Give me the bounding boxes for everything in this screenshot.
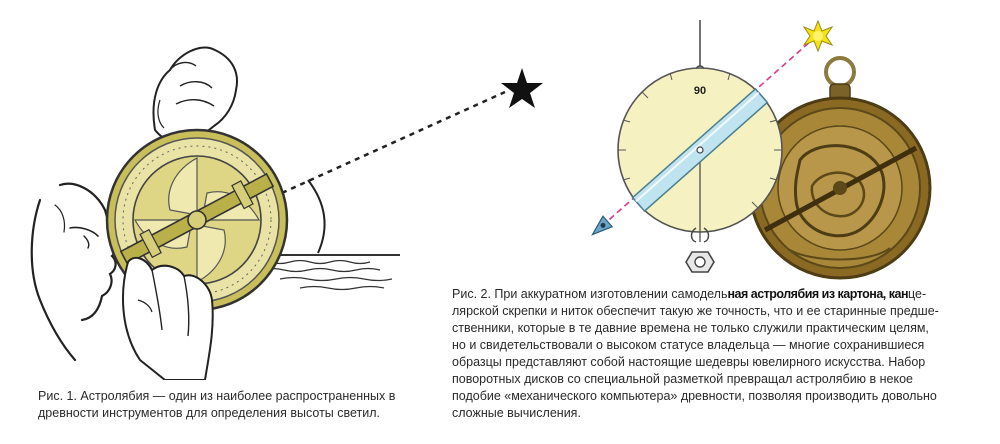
cardboard-astrolabe-diagram [560,0,1000,290]
caption-line: сложные вычисления. [452,406,581,420]
caption-line: Рис. 1. Астролябия — один из наиболее распространенных в [38,389,396,403]
observer-head [32,184,120,360]
eye-icon [588,216,612,240]
caption-overprint: ная астролябия из картона, кан [727,287,908,301]
figure-1-caption [38,388,438,422]
caption-line: лярской скрепки и ниток обеспечит такую же точность, что и ее старинные предше- [452,304,939,318]
star-icon [501,68,543,108]
caption-line: но и свидетельствовали о высоком статусе владельца — многие сохранившиеся [452,338,925,352]
caption-line: поворотных дисков со специальной разметкой превращал астролябию в некое [452,372,914,386]
sun-icon [804,21,832,51]
caption-text: Рис. 2. При аккуратном изготовлении самодель [452,287,728,301]
caption-line: ственники, которые в те давние времена не только служили практическим целям, [452,321,929,335]
caption-text: це- [908,287,927,301]
caption-line: древности инструментов для определения высоты светил. [38,406,381,420]
caption-line: образцы представляют собой настоящие шедевры ювелирного искусства. Набор [452,355,926,369]
figure-2-caption [452,286,982,422]
scale-90-label: 90 [693,85,707,97]
angle-arc [308,180,325,253]
caption-line [452,286,982,303]
figure-cardboard-astrolabe [560,0,1000,290]
caption-line: подобие «механического компьютера» древности, позволяя производить довольно [452,389,937,403]
